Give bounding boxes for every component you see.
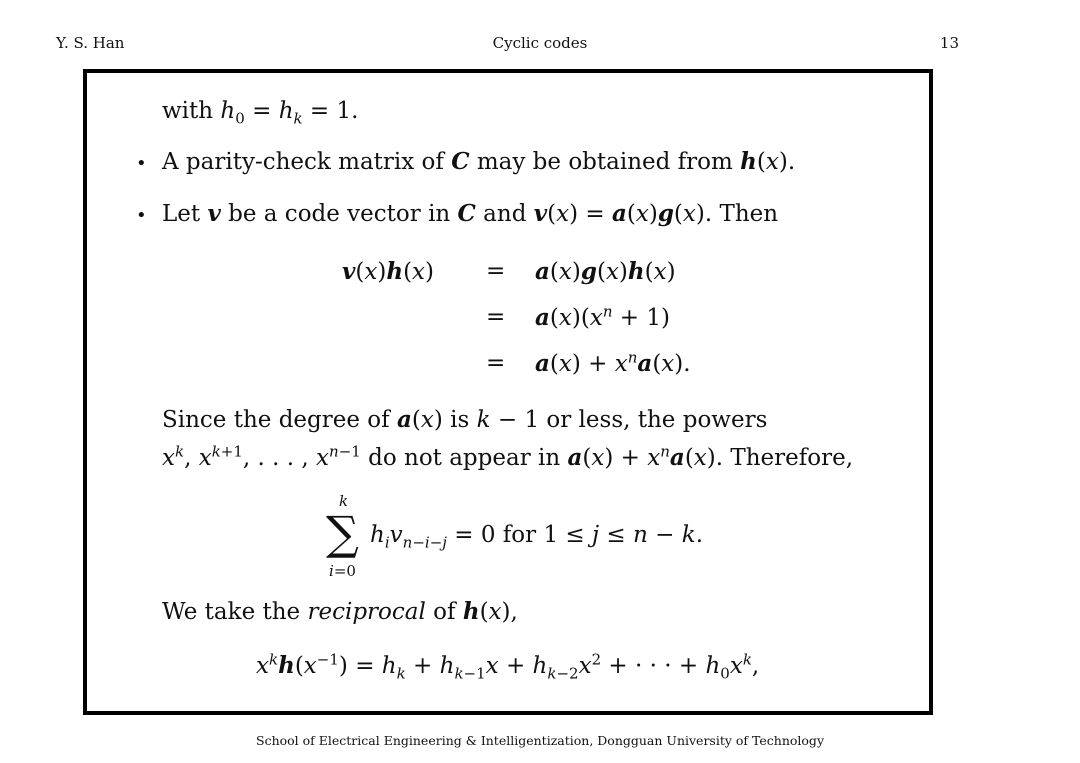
equation-eq2: = (486, 304, 506, 330)
sum-upper-limit: k (339, 492, 349, 510)
footer-affiliation: School of Electrical Engineering & Intelligentization, Dongguan University of Technology (256, 733, 824, 748)
header-author: Y. S. Han (56, 34, 125, 52)
paragraph-degree-line2: $x^k$, $x^{k+1}$, . . . , $x^{n-1}$ do not appear in $a(x) + x^na(x)$. Therefore, (162, 442, 854, 471)
equation-lhs: v(x)h(x) (342, 258, 435, 285)
equation-reciprocal: $x^kh(x^{-1}) = h_k + h_{k-1}x + h_{k-2}x^2$ + · · · + $h_0x^k$, (256, 650, 760, 683)
header-page-number: 13 (939, 34, 959, 52)
equation-eq3: = (486, 350, 506, 376)
sum-expression: $h_iv_{n-i-j} = 0$ for 1 ≤ j ≤ n − k. (370, 522, 704, 552)
bullet-dot: • (136, 153, 147, 174)
equation-rhs3: $a(x) + x^na(x)$. (535, 348, 691, 377)
equation-rhs1: a(x)g(x)h(x) (535, 258, 676, 285)
equation-rhs2: $a(x)(x^n + 1)$ (535, 302, 670, 331)
bullet-code-vector: Let v be a code vector in C and v(x) = a(x)g(x). Then (162, 200, 779, 227)
bullet-dot: • (136, 205, 147, 226)
equation-eq1: = (486, 258, 506, 284)
bullet-parity-check: A parity-check matrix of C may be obtained from h(x). (162, 148, 796, 175)
header-title: Cyclic codes (492, 34, 588, 52)
sum-lower-limit: i=0 (329, 562, 356, 580)
paragraph-degree-line1: Since the degree of a(x) is k − 1 or less, the powers (162, 406, 768, 433)
paragraph-reciprocal: We take the reciprocal of h(x), (162, 598, 518, 625)
line-with-h0: with $h_0 = h_k = 1$. (162, 98, 359, 128)
sum-sigma: ∑ (326, 506, 359, 560)
